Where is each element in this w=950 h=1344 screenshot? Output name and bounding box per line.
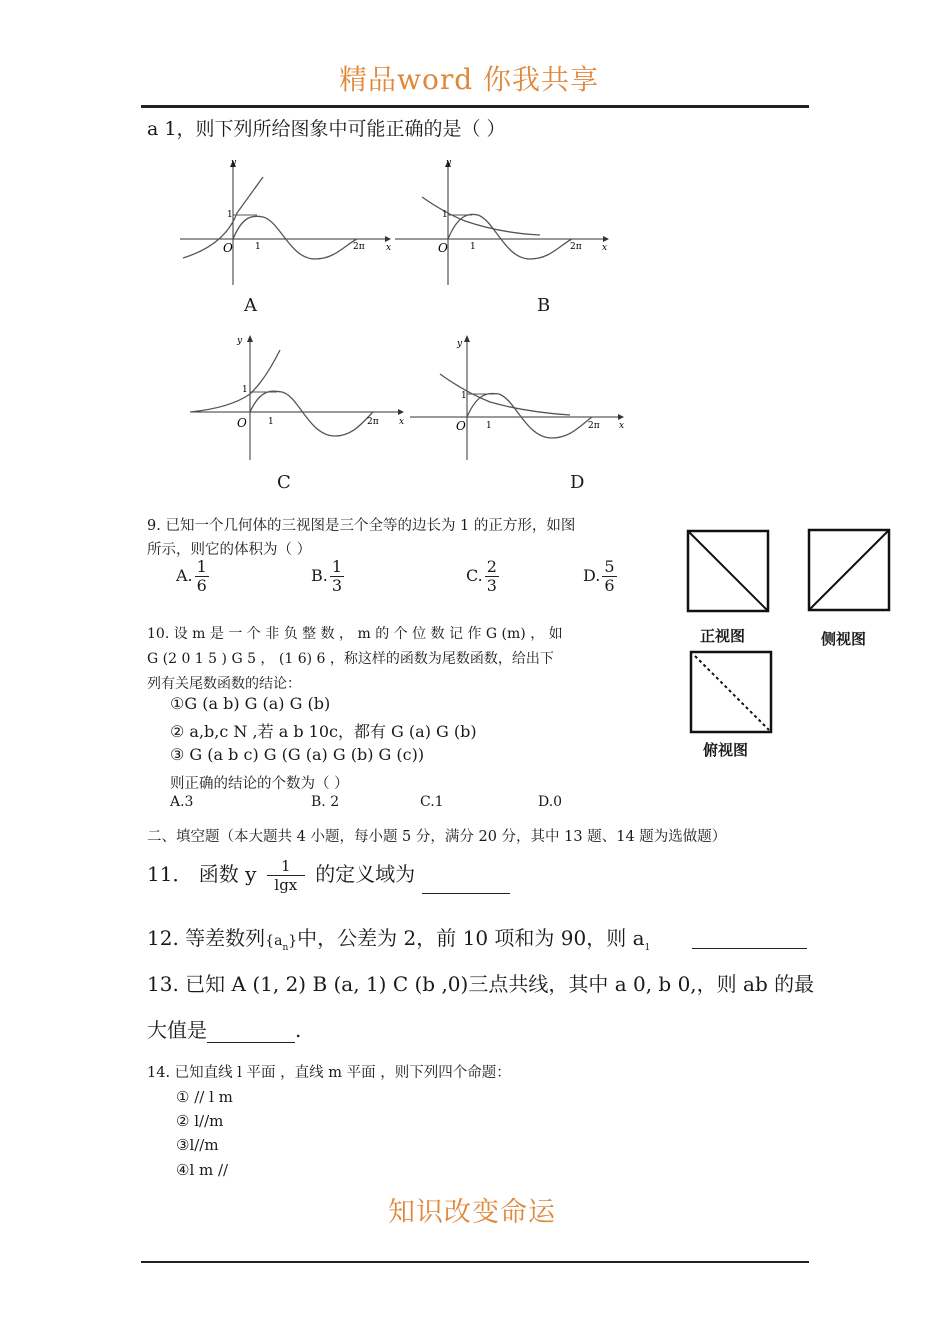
svg-text:y: y [237,336,243,346]
header-rule [141,105,809,108]
q11-suffix: 的定义域为 [315,862,416,886]
q9-option-a: A. $\frac{1}{6}$ [176,557,207,595]
q9-option-b: B. $\frac{1}{3}$ [311,557,343,595]
q9-option-d: D. $\frac{5}{6}$ [583,557,615,595]
q13-line2: 大值是 . [147,1018,302,1042]
q11: 11． 函数 y $\frac{1}{\lg x}$ 的定义域为 [147,857,510,894]
svg-text:O: O [438,241,448,255]
q13-line1: 13. 已知 A (1, 2) B (a, 1) C (b ,0)三点共线，其中 a 0, b 0,，则 ab 的最 [147,972,815,996]
graph-b-label: B [537,295,551,316]
q12: 12. 等差数列$\{a_n\}$中，公差为 2，前 10 项和为 90，则 $a_1$ [147,926,651,953]
page-footer: 知识改变命运 [388,1197,556,1228]
svg-text:x: x [602,243,608,253]
svg-text:2π: 2π [367,417,379,427]
q10-option-d: D.0 [538,794,563,810]
q10-ask: 则正确的结论的个数为（ ） [170,776,349,792]
section-heading: 二、填空题（本大题共 4 小题，每小题 5 分，满分 20 分，其中 13 题、14 题为选做题） [147,829,727,845]
svg-text:2π: 2π [588,421,600,431]
svg-text:x: x [399,417,405,427]
sine-curve [250,391,373,436]
q10-option-c: C.1 [420,794,444,810]
top-view [689,650,775,736]
svg-text:1: 1 [470,242,476,252]
q10-item-3: ③ G (a b c) G (G (a) G (b) G (c)) [170,745,425,764]
page-header: 精品word 你我共享 [339,63,600,96]
q9-line1: 9. 已知一个几何体的三视图是三个全等的边长为 1 的正方形，如图 [147,518,576,534]
q10-option-a: A.3 [170,794,194,810]
svg-text:y: y [457,339,463,349]
exp-curve [190,350,280,412]
svg-text:y: y [231,158,237,168]
front-view-caption: 正视图 [700,627,746,645]
svg-text:O: O [456,419,466,433]
q14-stem: 14. 已知直线 l 平面 ，直线 m 平面 ，则下列四个命题： [147,1065,511,1081]
graph-c-label: C [277,472,291,493]
q14-item-1: ① // l m [176,1088,233,1106]
exp-curve [440,374,570,415]
svg-text:2π: 2π [570,242,582,252]
svg-text:1: 1 [227,210,233,220]
q11-answer-blank[interactable] [422,871,510,894]
q11-prefix: 11． 函数 y [147,862,257,886]
front-view [686,529,772,615]
graph-b [390,155,615,290]
svg-text:1: 1 [255,242,261,252]
q10-line1: 10. 设 m 是 一 个 非 负 整 数 ， m 的 个 位 数 记 作 G (m) ， 如 [147,626,563,642]
q14-item-2: ② l//m [176,1112,224,1130]
svg-text:O: O [237,416,247,430]
q10-line2: G (2 0 1 5 ) G 5 ， (1 6) 6 ，称这样的函数为尾数函数，给出下 [147,651,554,667]
graph-a-label: A [244,295,257,316]
top-view-caption: 俯视图 [703,741,749,759]
q9-line2: 所示，则它的体积为（ ） [147,542,312,558]
graph-d [405,330,630,465]
q10-item-2: ② a,b,c N ,若 a b 10c，都有 G (a) G (b) [170,722,477,741]
q10-line3: 列有关尾数函数的结论： [147,676,301,692]
svg-text:1: 1 [242,385,248,395]
q13-answer-blank[interactable] [207,1020,295,1043]
svg-text:x: x [386,243,392,253]
svg-text:y: y [446,158,452,168]
graph-a [175,155,395,290]
q12-answer-blank[interactable] [692,926,807,949]
side-view [807,528,893,614]
svg-text:O: O [223,241,233,255]
side-view-caption: 侧视图 [821,630,867,648]
q10-option-b: B. 2 [311,794,340,810]
svg-text:1: 1 [486,421,492,431]
q9-option-c: C. $\frac{2}{3}$ [466,557,497,595]
q14-item-4: ④l m // [176,1161,229,1179]
graph-d-label: D [570,472,585,493]
sine-curve [233,216,357,259]
svg-text:2π: 2π [353,242,365,252]
q8-stem: a 1，则下列所给图象中可能正确的是（ ） [147,118,506,140]
svg-text:1: 1 [442,210,448,220]
q10-item-1: ①G (a b) G (a) G (b) [170,694,331,713]
footer-rule [141,1261,809,1263]
svg-text:1: 1 [268,417,274,427]
svg-text:x: x [619,421,625,431]
svg-text:1: 1 [461,391,467,401]
graph-c [185,330,410,465]
q14-item-3: ③l//m [176,1136,219,1154]
